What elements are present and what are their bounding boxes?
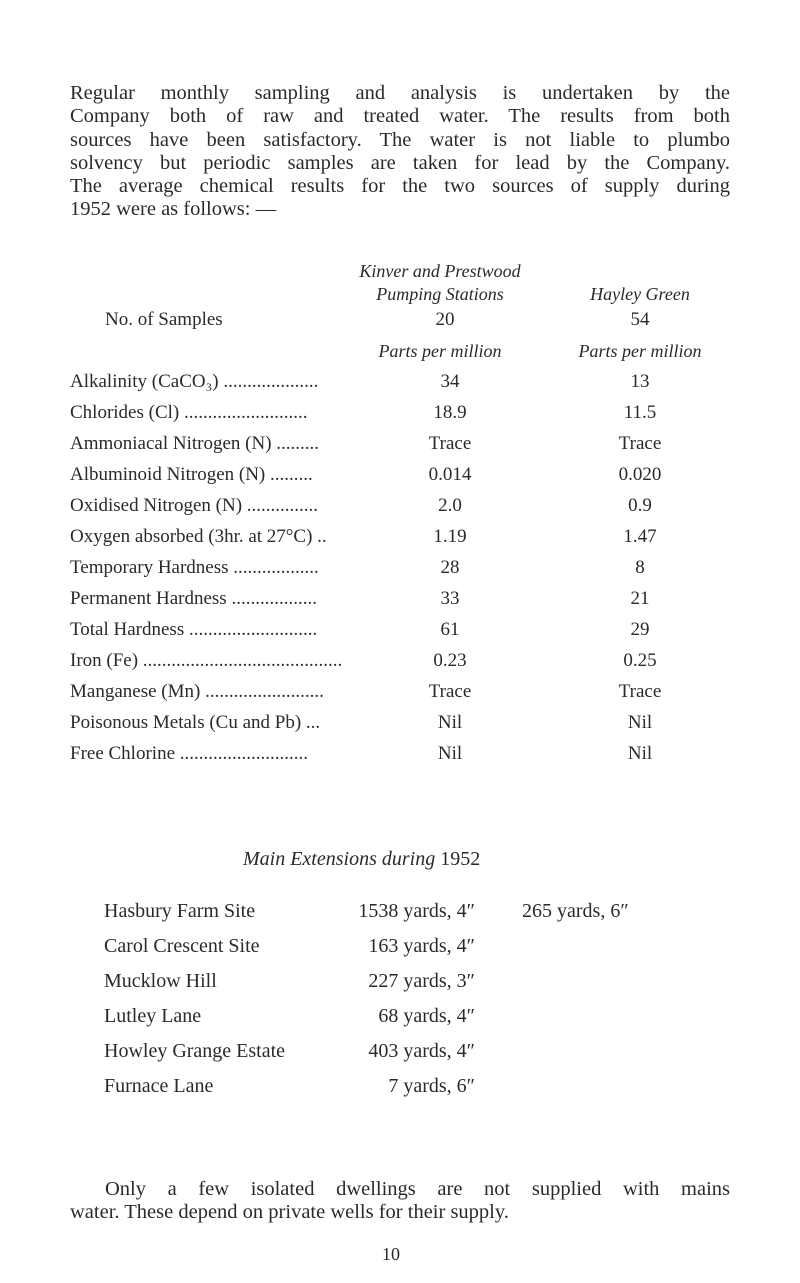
intro-line: 1952 were as follows: — xyxy=(70,198,277,221)
samples-col2: 54 xyxy=(630,309,650,330)
extension-site: Furnace Lane xyxy=(104,1075,214,1097)
extension-length: 403 yards, 4″ xyxy=(368,1040,475,1062)
table-row-label: Poisonous Metals (Cu and Pb) ... xyxy=(70,712,321,733)
table-row-label: Permanent Hardness .................. xyxy=(70,588,317,609)
table-cell: 2.0 xyxy=(438,495,462,516)
closing-paragraph xyxy=(70,1178,730,1224)
table-row-label: Total Hardness ........................... xyxy=(70,619,318,640)
extensions-title-year: 1952 xyxy=(440,848,481,870)
table-cell: 11.5 xyxy=(623,402,657,423)
table-row-label: Iron (Fe) .......................................... xyxy=(70,650,343,671)
extension-length: 227 yards, 3″ xyxy=(368,970,475,992)
extensions-title xyxy=(243,848,480,871)
col1-header-line1: Kinver and Prestwood xyxy=(359,261,521,281)
samples-label: No. of Samples xyxy=(105,309,223,330)
table-cell: 1.19 xyxy=(433,526,467,547)
table-row-label: Oxygen absorbed (3hr. at 27°C) .. xyxy=(70,526,327,547)
table-cell: 28 xyxy=(440,557,460,578)
table-cell: 0.9 xyxy=(628,495,652,516)
table-cell: 0.014 xyxy=(428,464,472,485)
units-col1: Parts per million xyxy=(378,341,502,361)
intro-line: Company both of raw and treated water. The results from both xyxy=(70,105,730,128)
extension-site: Mucklow Hill xyxy=(104,970,217,992)
table-cell: 1.47 xyxy=(623,526,657,547)
table-cell: Nil xyxy=(627,743,653,764)
table-cell: 61 xyxy=(440,619,460,640)
intro-paragraph xyxy=(70,82,730,222)
extension-length: 7 yards, 6″ xyxy=(388,1075,475,1097)
table-cell: Trace xyxy=(428,681,472,702)
table-row-label: Manganese (Mn) ......................... xyxy=(70,681,324,702)
extensions-title-text: Main Extensions during xyxy=(243,848,436,870)
table-cell: 13 xyxy=(630,371,650,392)
units-col2: Parts per million xyxy=(578,341,702,361)
table-row-label: Chlorides (Cl) .......................... xyxy=(70,402,308,423)
table-cell: 0.020 xyxy=(618,464,662,485)
extension-site: Howley Grange Estate xyxy=(104,1040,286,1062)
table-cell: 21 xyxy=(630,588,650,609)
table-row-label: Free Chlorine ........................... xyxy=(70,743,309,764)
closing-line: water. These depend on private wells for their supply. xyxy=(70,1201,509,1223)
intro-line: sources have been satisfactory. The water is not liable to plumbo xyxy=(70,128,730,151)
table-cell: 0.25 xyxy=(623,650,657,671)
closing-line: Only a few isolated dwellings are not supplied with mains xyxy=(105,1178,730,1200)
extension-site: Carol Crescent Site xyxy=(104,935,260,957)
extension-extra: 265 yards, 6″ xyxy=(522,900,629,922)
extension-site: Lutley Lane xyxy=(104,1005,202,1027)
table-cell: Nil xyxy=(627,712,653,733)
table-cell: 8 xyxy=(635,557,645,578)
table-cell: Trace xyxy=(618,433,662,454)
col1-header-line2: Pumping Stations xyxy=(376,284,504,304)
table-cell: Nil xyxy=(437,743,463,764)
table-cell: 29 xyxy=(630,619,650,640)
extension-length: 68 yards, 4″ xyxy=(378,1005,475,1027)
table-cell: 34 xyxy=(440,371,460,392)
extension-length: 163 yards, 4″ xyxy=(368,935,475,957)
table-row-label: Alkalinity (CaCO₃) .................... xyxy=(70,371,319,392)
table-row-label: Ammoniacal Nitrogen (N) ......... xyxy=(70,433,320,454)
table-cell: Nil xyxy=(437,712,463,733)
table-row-label: Albuminoid Nitrogen (N) ......... xyxy=(70,464,313,485)
table-row-label: Temporary Hardness .................. xyxy=(70,557,319,578)
page-number: 10 xyxy=(382,1244,400,1264)
col2-header: Hayley Green xyxy=(590,284,690,304)
table-cell: 18.9 xyxy=(433,402,467,423)
samples-col1: 20 xyxy=(435,309,455,330)
intro-line: solvency but periodic samples are taken for lead by the Company. xyxy=(70,151,730,174)
table-row-label: Oxidised Nitrogen (N) ............... xyxy=(70,495,319,516)
extension-site: Hasbury Farm Site xyxy=(104,900,256,922)
table-cell: 33 xyxy=(440,588,460,609)
table-cell: Trace xyxy=(618,681,662,702)
intro-line: The average chemical results for the two sources of supply during xyxy=(70,175,730,198)
extension-length: 1538 yards, 4″ xyxy=(358,900,475,922)
table-cell: 0.23 xyxy=(433,650,467,671)
table-cell: Trace xyxy=(428,433,472,454)
intro-line: Regular monthly sampling and analysis is undertaken by the xyxy=(70,82,730,104)
